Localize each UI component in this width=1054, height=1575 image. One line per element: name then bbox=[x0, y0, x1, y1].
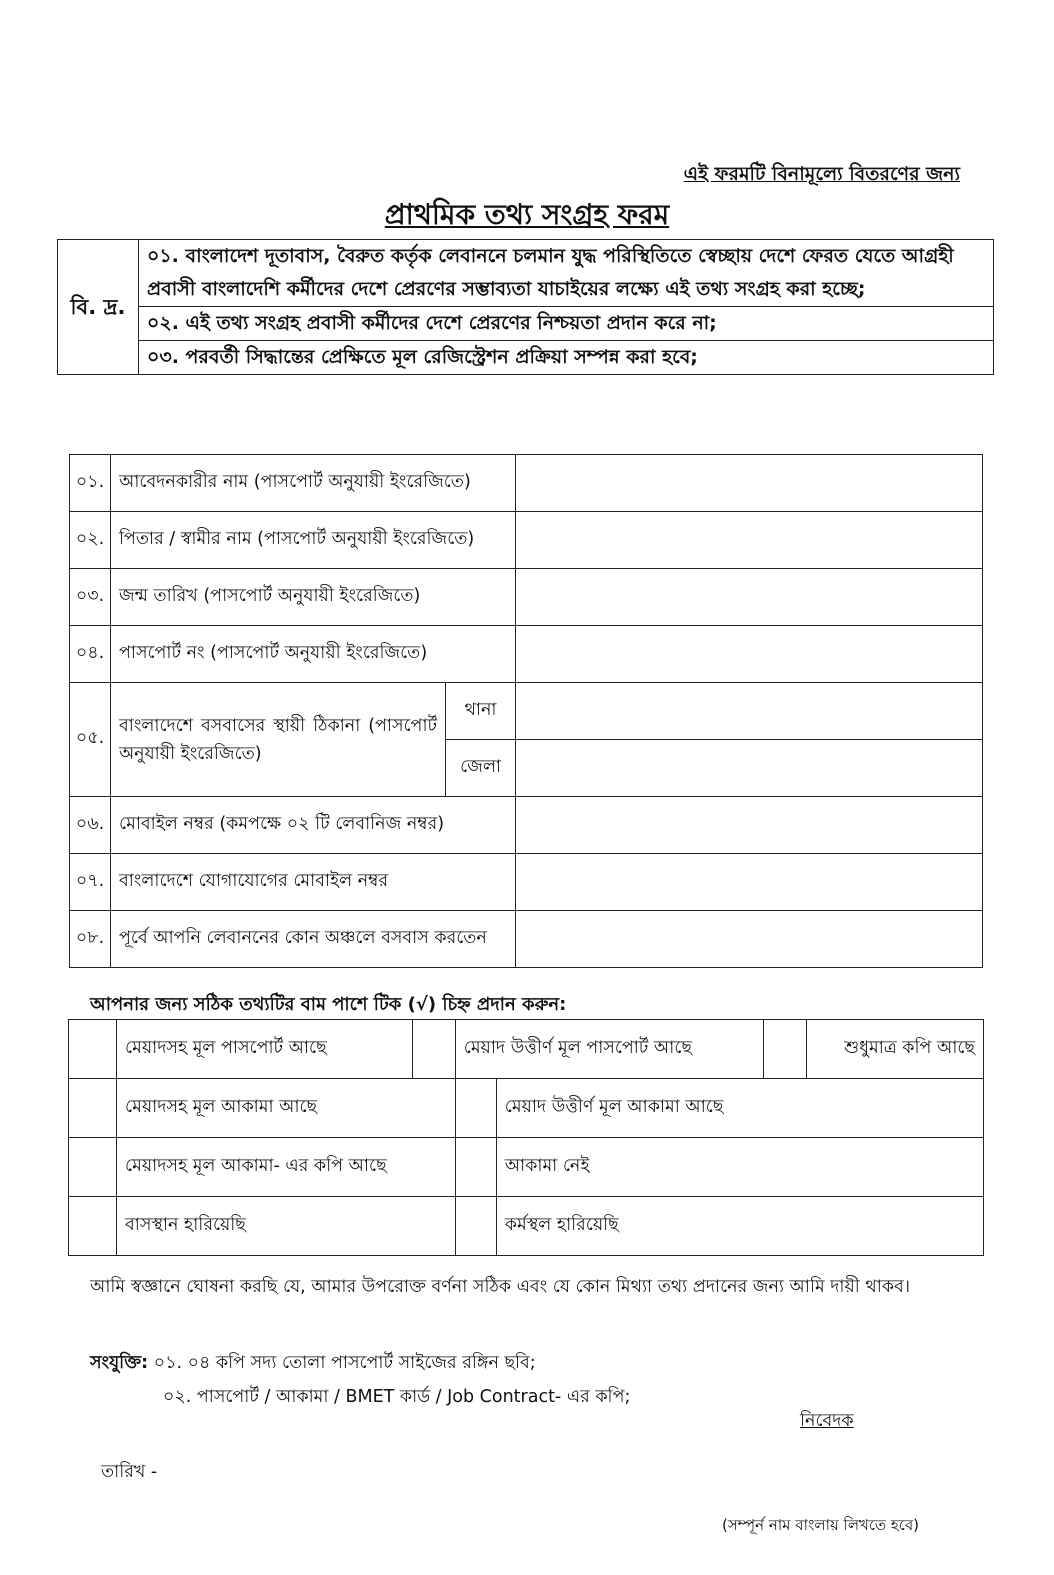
option-label: মেয়াদ উত্তীর্ণ মূল আকামা আছে bbox=[496, 1079, 983, 1138]
option-label: মেয়াদ উত্তীর্ণ মূল পাসপোর্ট আছে bbox=[455, 1020, 763, 1079]
field-label: বাংলাদেশে বসবাসের স্থায়ী ঠিকানা (পাসপোর্ট অনুযায়ী ইংরেজিতে) bbox=[111, 683, 446, 797]
row-number: ০৪. bbox=[70, 626, 111, 683]
checkbox-expired-akama[interactable] bbox=[455, 1079, 496, 1138]
table-row bbox=[70, 911, 983, 968]
signature-label: নিবেদক bbox=[800, 1411, 854, 1431]
thana-field[interactable] bbox=[516, 683, 983, 740]
declaration-text: আমি স্বজ্ঞানে ঘোষনা করছি যে, আমার উপরোক্ত বর্ণনা সঠিক এবং যে কোন মিথ্যা তথ্য প্রদানের জন্য আমি দায়ী থাকব। bbox=[90, 1277, 911, 1297]
notice-item-3: ০৩. পরবর্তী সিদ্ধান্তের প্রেক্ষিতে মূল রেজিস্ট্রেশন প্রক্রিয়া সম্পন্ন করা হবে; bbox=[139, 341, 994, 375]
lebanon-region-field[interactable] bbox=[516, 911, 983, 968]
status-checkbox-table bbox=[68, 1019, 984, 1256]
attachments-label: সংযুক্তি: bbox=[90, 1353, 149, 1373]
checkbox-akama-copy[interactable] bbox=[69, 1138, 117, 1197]
lebanese-mobile-field[interactable] bbox=[516, 797, 983, 854]
bangladesh-mobile-field[interactable] bbox=[516, 854, 983, 911]
table-row bbox=[70, 854, 983, 911]
table-row bbox=[70, 626, 983, 683]
notice-item-1: ০১. বাংলাদেশ দূতাবাস, বৈরুত কর্তৃক লেবাননে চলমান যুদ্ধ পরিস্থিতিতে স্বেচ্ছায় দেশে ফেরত যেতে আগ্রহী প্রবাসী বাংলাদেশি কর্মীদের দেশে প্রেরণের সম্ভাব্যতা যাচাইয়ের লক্ষ্যে এই তথ্য সংগ্রহ করা হচ্ছে; bbox=[139, 240, 994, 307]
field-label: জন্ম তারিখ (পাসপোর্ট অনুযায়ী ইংরেজিতে) bbox=[111, 569, 516, 626]
checkbox-lost-workplace[interactable] bbox=[455, 1197, 496, 1256]
attachment-item-1: ০১. ০৪ কপি সদ্য তোলা পাসপোর্ট সাইজের রঙ্গিন ছবি; bbox=[153, 1353, 536, 1373]
row-number: ০১. bbox=[70, 455, 111, 512]
table-row bbox=[70, 797, 983, 854]
table-row bbox=[70, 512, 983, 569]
field-label: মোবাইল নম্বর (কমপক্ষে ০২ টি লেবানিজ নম্বর) bbox=[111, 797, 516, 854]
option-label: শুধুমাত্র কপি আছে bbox=[807, 1020, 984, 1079]
applicant-name-field[interactable] bbox=[516, 455, 983, 512]
district-label: জেলা bbox=[446, 740, 516, 797]
field-label: পিতার / স্বামীর নাম (পাসপোর্ট অনুযায়ী ইংরেজিতে) bbox=[111, 512, 516, 569]
checkbox-copy-only[interactable] bbox=[764, 1020, 807, 1079]
table-row bbox=[70, 455, 983, 512]
row-number: ০৬. bbox=[70, 797, 111, 854]
row-number: ০৫. bbox=[70, 683, 111, 797]
attachment-item-2: ০২. পাসপোর্ট / আকামা / BMET কার্ড / Job Contract- এর কপি; bbox=[163, 1387, 631, 1407]
attachments-section bbox=[90, 1346, 630, 1414]
option-label: মেয়াদসহ মূল আকামা আছে bbox=[117, 1079, 456, 1138]
table-row bbox=[70, 569, 983, 626]
checkbox-lost-residence[interactable] bbox=[69, 1197, 117, 1256]
notice-label: বি. দ্র. bbox=[58, 240, 139, 375]
birth-date-field[interactable] bbox=[516, 569, 983, 626]
form-title: প্রাথমিক তথ্য সংগ্রহ ফরম bbox=[384, 198, 670, 231]
checkbox-expired-passport[interactable] bbox=[412, 1020, 455, 1079]
field-label: আবেদনকারীর নাম (পাসপোর্ট অনুযায়ী ইংরেজিতে) bbox=[111, 455, 516, 512]
option-label: মেয়াদসহ মূল পাসপোর্ট আছে bbox=[117, 1020, 413, 1079]
checkbox-instruction: আপনার জন্য সঠিক তথ্যটির বাম পাশে টিক (√) চিহ্ন প্রদান করুন: bbox=[90, 994, 567, 1015]
option-label: আকামা নেই bbox=[496, 1138, 983, 1197]
table-row bbox=[70, 683, 983, 740]
notice-item-2: ০২. এই তথ্য সংগ্রহ প্রবাসী কর্মীদের দেশে প্রেরণের নিশ্চয়তা প্রদান করে না; bbox=[139, 307, 994, 341]
option-label: মেয়াদসহ মূল আকামা- এর কপি আছে bbox=[117, 1138, 456, 1197]
father-husband-name-field[interactable] bbox=[516, 512, 983, 569]
field-label: পাসপোর্ট নং (পাসপোর্ট অনুযায়ী ইংরেজিতে) bbox=[111, 626, 516, 683]
row-number: ০৩. bbox=[70, 569, 111, 626]
field-label: পূর্বে আপনি লেবাননের কোন অঞ্চলে বসবাস করতেন bbox=[111, 911, 516, 968]
row-number: ০৭. bbox=[70, 854, 111, 911]
field-label: বাংলাদেশে যোগাযোগের মোবাইল নম্বর bbox=[111, 854, 516, 911]
distribution-note: এই ফরমটি বিনামূল্যে বিতরণের জন্য bbox=[683, 163, 960, 185]
full-name-note: (সম্পূর্ন নাম বাংলায় লিখতে হবে) bbox=[722, 1516, 920, 1534]
notice-table bbox=[57, 239, 994, 375]
passport-number-field[interactable] bbox=[516, 626, 983, 683]
option-label: বাসস্থান হারিয়েছি bbox=[117, 1197, 456, 1256]
thana-label: থানা bbox=[446, 683, 516, 740]
date-label: তারিখ - bbox=[101, 1462, 158, 1482]
option-label: কর্মস্থল হারিয়েছি bbox=[496, 1197, 983, 1256]
checkbox-no-akama[interactable] bbox=[455, 1138, 496, 1197]
row-number: ০২. bbox=[70, 512, 111, 569]
checkbox-valid-passport[interactable] bbox=[69, 1020, 117, 1079]
applicant-info-table bbox=[69, 454, 983, 968]
checkbox-valid-akama[interactable] bbox=[69, 1079, 117, 1138]
row-number: ০৮. bbox=[70, 911, 111, 968]
district-field[interactable] bbox=[516, 740, 983, 797]
